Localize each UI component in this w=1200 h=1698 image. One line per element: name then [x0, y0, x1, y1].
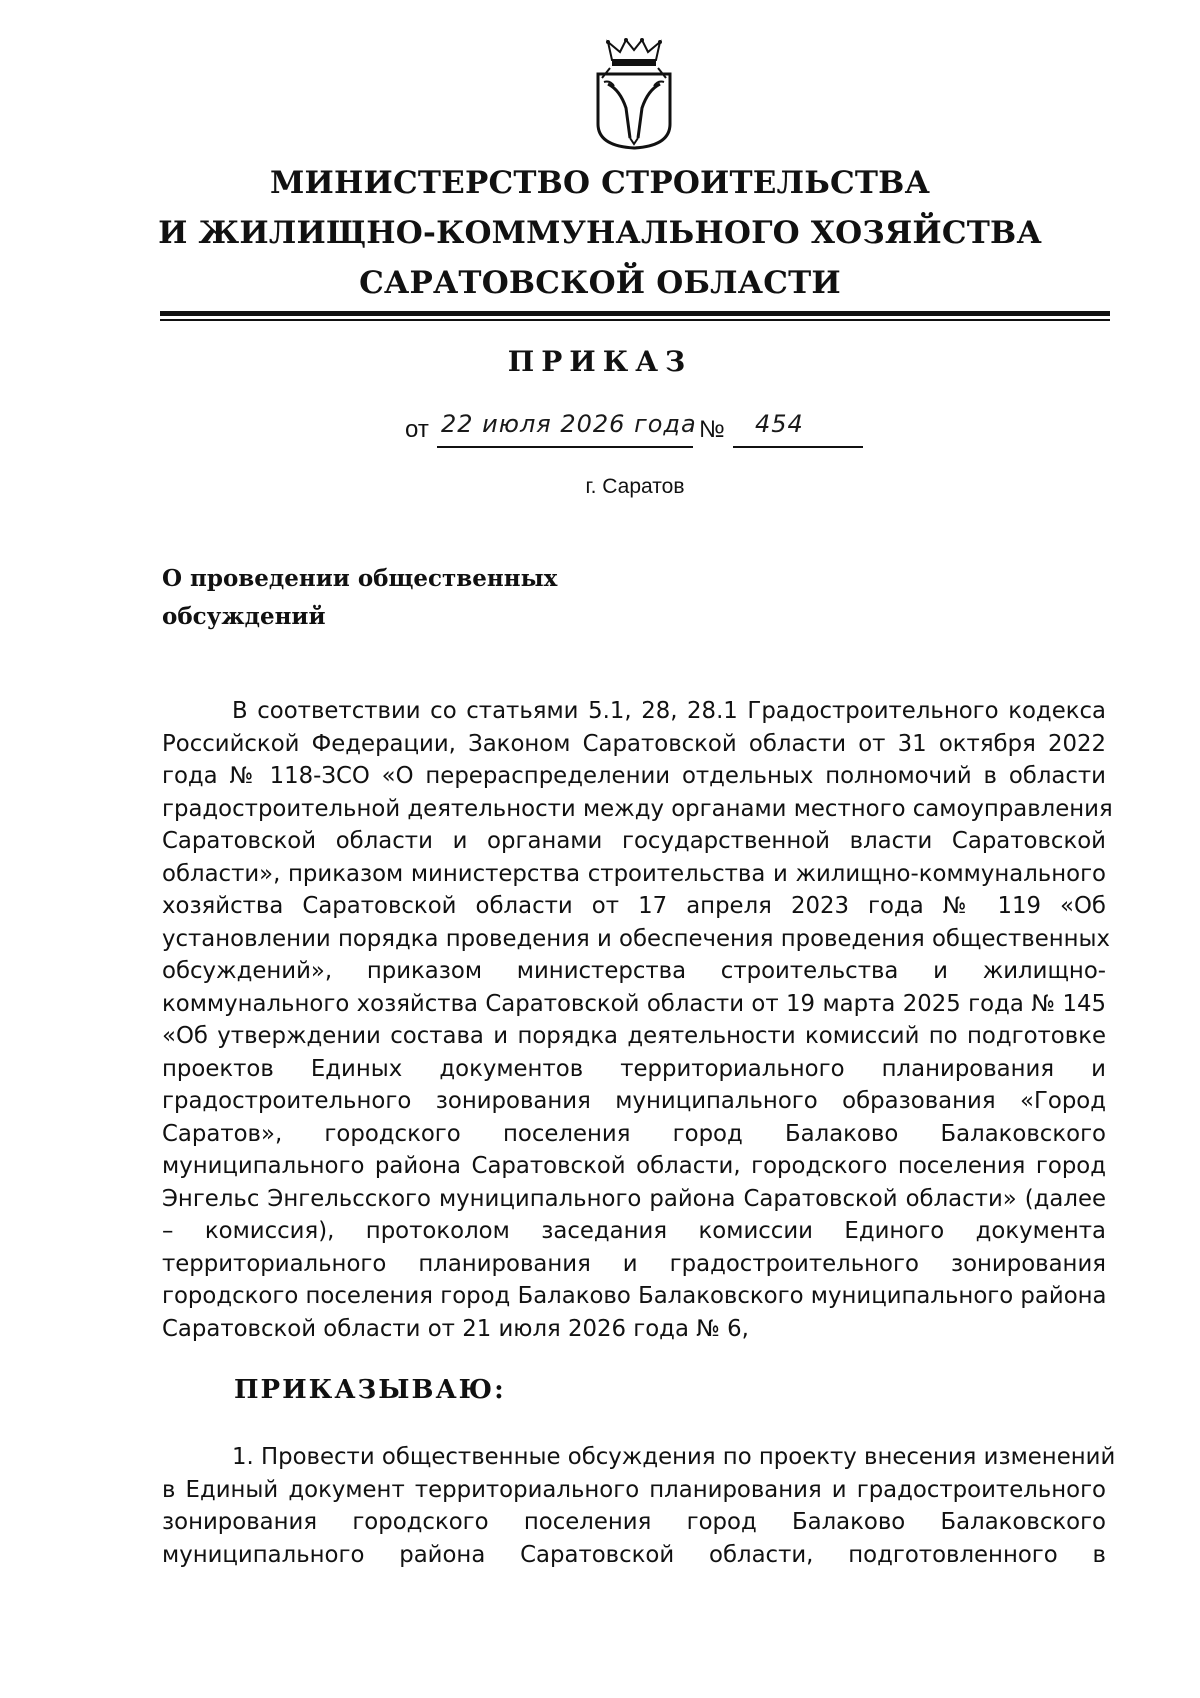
number-label: №: [699, 416, 725, 443]
text-line: Саратов», городского поселения город Балаково Балаковского: [162, 1120, 1106, 1147]
text-line: проектов Единых документов территориального планирования и: [162, 1055, 1106, 1082]
text-line: городского поселения город Балаково Балаковского муниципального района: [162, 1283, 1107, 1309]
text-line: установлении порядка проведения и обеспечения проведения общественных: [162, 925, 1111, 952]
text-line: 1. Провести общественные обсуждения по проекту внесения изменений: [232, 1444, 1116, 1470]
text-line: территориального планирования и градостроительного зонирования: [162, 1250, 1106, 1277]
order-subject-line-1: О проведении общественных: [162, 565, 558, 592]
coat-of-arms-icon: [590, 38, 678, 150]
organization-title-line-3: САРАТОВСКОЙ ОБЛАСТИ: [359, 265, 841, 301]
order-subject-line-2: обсуждений: [162, 603, 326, 630]
document-type: ПРИКАЗ: [507, 345, 693, 378]
text-line: в Единый документ территориального планирования и градостроительного: [162, 1476, 1106, 1503]
header-divider-thick: [160, 311, 1110, 316]
organization-title-line-1: МИНИСТЕРСТВО СТРОИТЕЛЬСТВА: [269, 165, 931, 201]
text-line: муниципального района Саратовской области, городского поселения город: [162, 1153, 1106, 1179]
order-item-1: [162, 1441, 1116, 1571]
city-label: г. Саратов: [585, 475, 685, 498]
text-line: хозяйства Саратовской области от 17 апреля 2023 года № 119 «Об: [162, 893, 1106, 919]
text-line: градостроительного зонирования муниципального образования «Город: [162, 1088, 1106, 1114]
text-line: – комиссия), протоколом заседания комиссии Единого документа: [162, 1218, 1106, 1244]
text-line: «Об утверждении состава и порядка деятельности комиссий по подготовке: [162, 1023, 1106, 1049]
text-line: года № 118-ЗСО «О перераспределении отдельных полномочий в области: [162, 763, 1106, 789]
text-line: Энгельс Энгельсского муниципального района Саратовской области» (далее: [162, 1185, 1106, 1212]
text-line: Саратовской области от 21 июля 2026 года № 6,: [162, 1315, 749, 1342]
text-line: В соответствии со статьями 5.1, 28, 28.1 Градостроительного кодекса: [232, 698, 1106, 724]
text-line: муниципального района Саратовской области, подготовленного в: [162, 1541, 1106, 1568]
handwritten-date: 22 июля 2026 года: [441, 410, 697, 438]
date-from-label: от: [405, 416, 429, 443]
text-line: обсуждений», приказом министерства строительства и жилищно-: [162, 958, 1106, 984]
preamble-paragraph: [162, 695, 1113, 1345]
text-line: коммунального хозяйства Саратовской области от 19 марта 2025 года № 145: [162, 990, 1106, 1017]
organization-title: [0, 158, 1200, 308]
text-line: Саратовской области и органами государственной власти Саратовской: [162, 828, 1106, 854]
organization-title-line-2: И ЖИЛИЩНО-КОММУНАЛЬНОГО ХОЗЯЙСТВА: [158, 215, 1042, 251]
handwritten-number: 454: [755, 410, 804, 438]
text-line: Российской Федерации, Законом Саратовской области от 31 октября 2022: [162, 730, 1106, 757]
header-divider-thin: [160, 319, 1110, 321]
text-line: градостроительной деятельности между органами местного самоуправления: [162, 795, 1113, 822]
text-line: зонирования городского поселения город Балаково Балаковского: [162, 1509, 1106, 1535]
text-line: области», приказом министерства строительства и жилищно-коммунального: [162, 860, 1106, 887]
order-directive-word: ПРИКАЗЫВАЮ:: [234, 1375, 506, 1405]
order-subject: [162, 560, 557, 636]
number-underline: [733, 446, 863, 448]
date-underline: [437, 446, 693, 448]
